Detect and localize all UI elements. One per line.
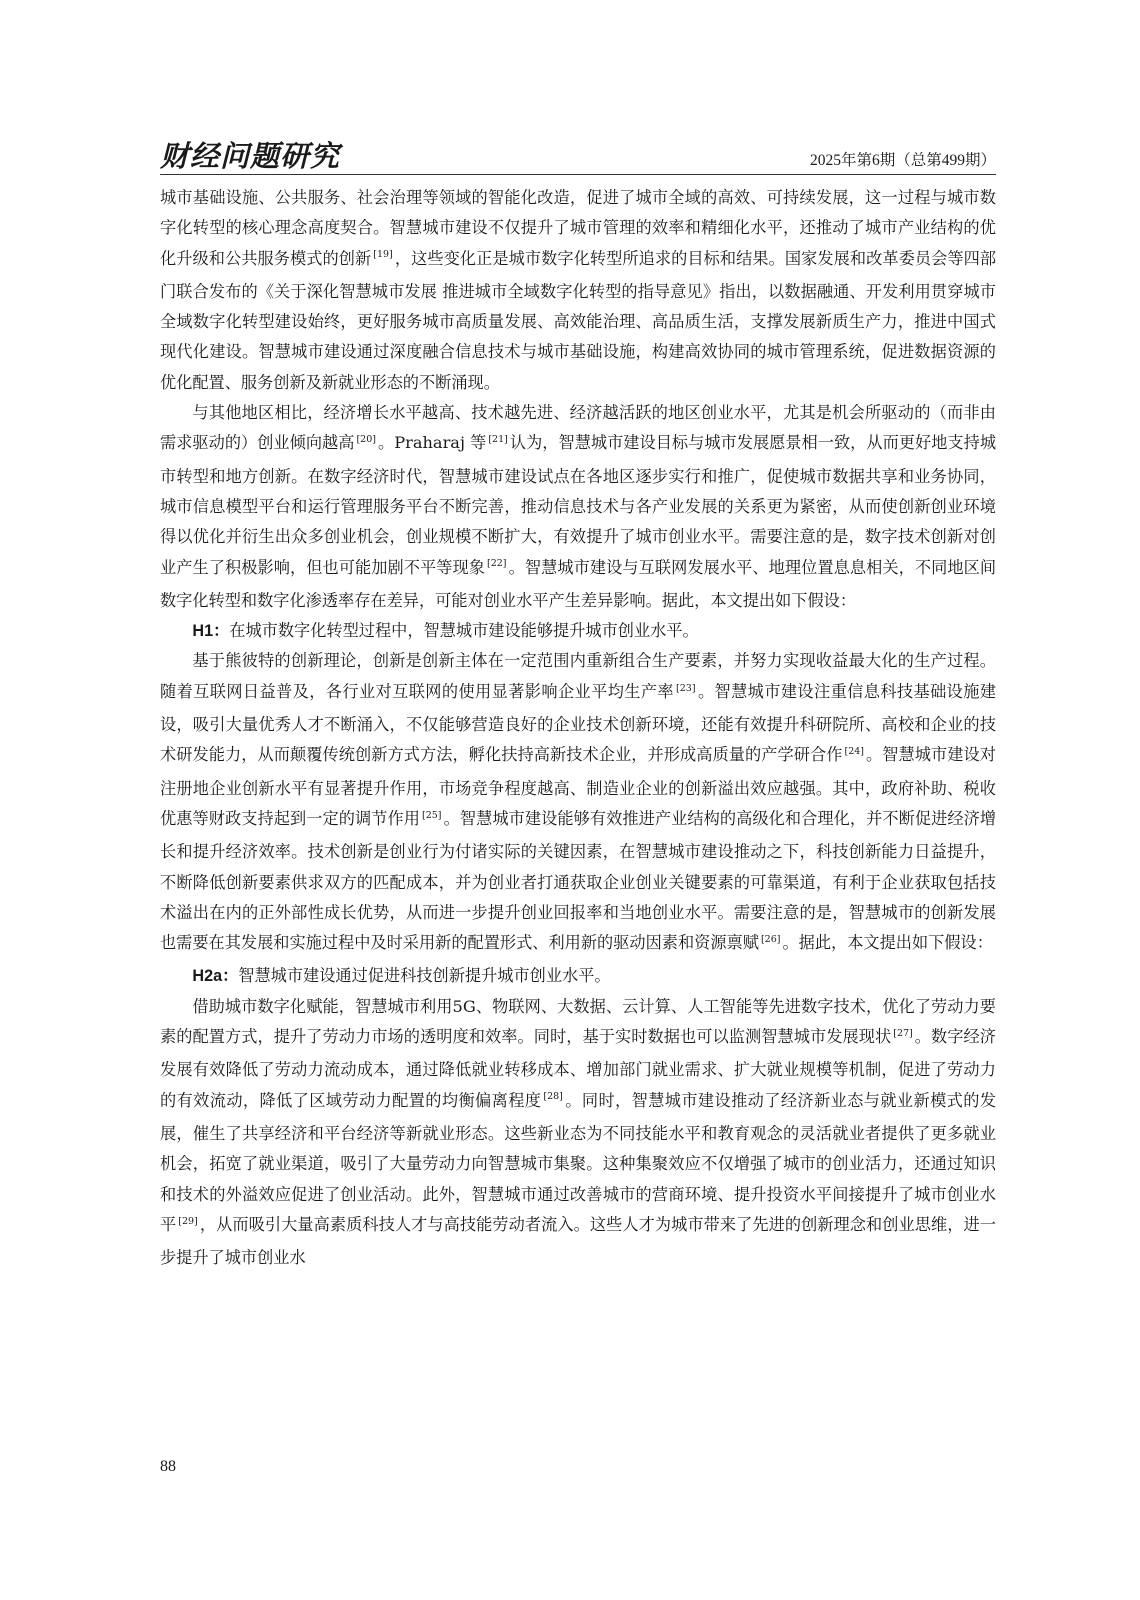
text-run: ，从而吸引大量高素质科技人才与高技能劳动者流入。这些人才为城市带来了先进的创新理念和创业思维，进一步提升了城市创业水 [160,1214,996,1268]
text-run: 。智慧城市建设与互联网发展水平、地理位置息息相关，不同地区间数字化转型和数字化渗透率存在差异，可能对创业水平产生差异影响。据此，本文提出如下假设： [160,557,997,610]
text-run: ，这些变化正是城市数字化转型所追求的目标和结果。国家发展和改革委员会等四部门联合发布的《关于深化智慧城市发展 推进城市全域数字化转型的指导意见》指出，以数据融通、开发利用贯穿城市全域数字化转型建设始终，更好服务城市高质量发展、高效能治理、高品质生活，支撑发展新质生产力，推进中国式现代化建设。智慧城市建设通过深度融合信息技术与城市基础设施，构建高效协同的城市管理系统，促进数据资源的优化配置、服务创新及新就业形态的不断涌现。 [160,248,997,392]
text-run: 。同时，智慧城市建设推动了经济新业态与就业新模式的发展，催生了共享经济和平台经济等新就业形态。这些新业态为不同技能水平和教育观念的灵活就业者提供了更多就业机会，拓宽了就业渠道，吸引了大量劳动力向智慧城市集聚。这种集聚效应不仅增强了城市的创业活力，还通过知识和技术的外溢效应促进了创业活动。此外，智慧城市通过改善城市的营商环境、提升投资水平间接提升了城市创业水平 [160,1090,997,1234]
text-run: 。智慧城市建设注重信息科技基础设施建设，吸引大量优秀人才不断涌入，不仅能够营造良好的企业技术创新环境，还能有效提升科研院所、高校和企业的技术研发能力，从而颠覆传统创新方式方法，孵化扶持高新技术企业，并形成高质量的产学研合作 [160,681,997,765]
body-text [160,183,996,1273]
citation-ref: [21] [488,434,508,446]
text-run: 智慧城市建设通过促进科技创新提升城市创业水平。 [238,966,611,986]
hypothesis-h2a [160,961,996,991]
paragraph [160,646,996,961]
hypothesis-label: H1： [192,622,230,641]
journal-title: 财经问题研究 [160,139,341,173]
citation-ref: [20] [356,434,376,446]
text-run: 。数字经济发展有效降低了劳动力流动成本，通过降低就业转移成本、增加部门就业需求、扩大就业规模等机制，促进了劳动力的有效流动，降低了区域劳动力配置的均衡偏离程度 [160,1027,996,1110]
text-run: 认为，智慧城市建设目标与城市发展愿景相一致，从而更好地支持城市转型和地方创新。在数字经济时代，智慧城市建设试点在各地区逐步实行和推广，促使城市数据共享和业务协同，城市信息模型平台和运行管理服务平台不断完善，推动信息技术与各产业发展的关系更为紧密，从而使创新创业环境得以优化并衍生出众多创业机会，创业规模不断扩大，有效提升了城市创业水平。需要注意的是，数字技术创新对创业产生了积极影响，但也可能加剧不平等现象 [160,433,997,577]
text-run: 与其他地区相比，经济增长水平越高、技术越先进、经济越活跃的地区创业水平，尤其是机会所驱动的（而非由需求驱动的）创业倾向越高 [160,403,996,453]
hypothesis-label: H2a： [192,967,239,986]
header-rule [160,174,996,175]
paragraph [160,992,996,1274]
citation-ref: [25] [422,809,442,821]
text-run: 。Praharaj 等 [377,433,487,453]
text-run: 城市基础设施、公共服务、社会治理等领域的智能化改造，促进了城市全域的高效、可持续发展，这一过程与城市数字化转型的核心理念高度契合。智慧城市建设不仅提升了城市管理的效率和精细化水平，还推动了城市产业结构的优化升级和公共服务模式的创新 [160,188,996,268]
text-run: 在城市数字化转型过程中，智慧城市建设能够提升城市创业水平。 [229,621,699,641]
paragraph [160,183,996,398]
hypothesis-h1 [160,616,996,646]
citation-ref: [29] [178,1215,198,1227]
issue-info: 2025年第6期（总第499期） [809,152,996,169]
citation-ref: [27] [893,1027,913,1039]
citation-ref: [23] [676,682,696,694]
text-run: 基于熊彼特的创新理论，创新是创新主体在一定范围内重新组合生产要素，并努力实现收益最大化的生产过程。随着互联网日益普及，各行业对互联网的使用显著影响企业平均生产率 [160,651,996,701]
paragraph [160,398,996,616]
citation-ref: [26] [760,933,781,945]
text-run: 。智慧城市建设对注册地企业创新水平有显著提升作用，市场竞争程度越高、制造业企业的创新溢出效应越强。其中，政府补助、税收优惠等财政支持起到一定的调节作用 [160,745,996,828]
citation-ref: [19] [373,249,393,261]
page-number: 88 [160,1458,176,1475]
citation-ref: [22] [487,558,507,570]
citation-ref: [28] [543,1091,563,1103]
citation-ref: [24] [844,746,864,758]
text-run: 。据此，本文提出如下假设： [782,933,993,953]
text-run: 借助城市数字化赋能，智慧城市利用5G、物联网、大数据、云计算、人工智能等先进数字技术，优化了劳动力要素的配置方式，提升了劳动力市场的透明度和效率。同时，基于实时数据也可以监测智慧城市发展现状 [160,996,996,1047]
text-run: 。智慧城市建设能够有效推进产业结构的高级化和合理化，并不断促进经济增长和提升经济效率。技术创新是创业行为付诸实际的关键因素，在智慧城市建设推动之下，科技创新能力日益提升，不断降低创新要素供求双方的匹配成本，并为创业者打通获取企业创业关键要素的可靠渠道，有利于企业获取包括技术溢出在内的正外部性成长优势，从而进一步提升创业回报率和当地创业水平。需要注意的是，智慧城市的创新发展也需要在其发展和实施过程中及时采用新的配置形式、利用新的驱动因素和资源禀赋 [160,808,997,953]
running-header [160,132,996,174]
